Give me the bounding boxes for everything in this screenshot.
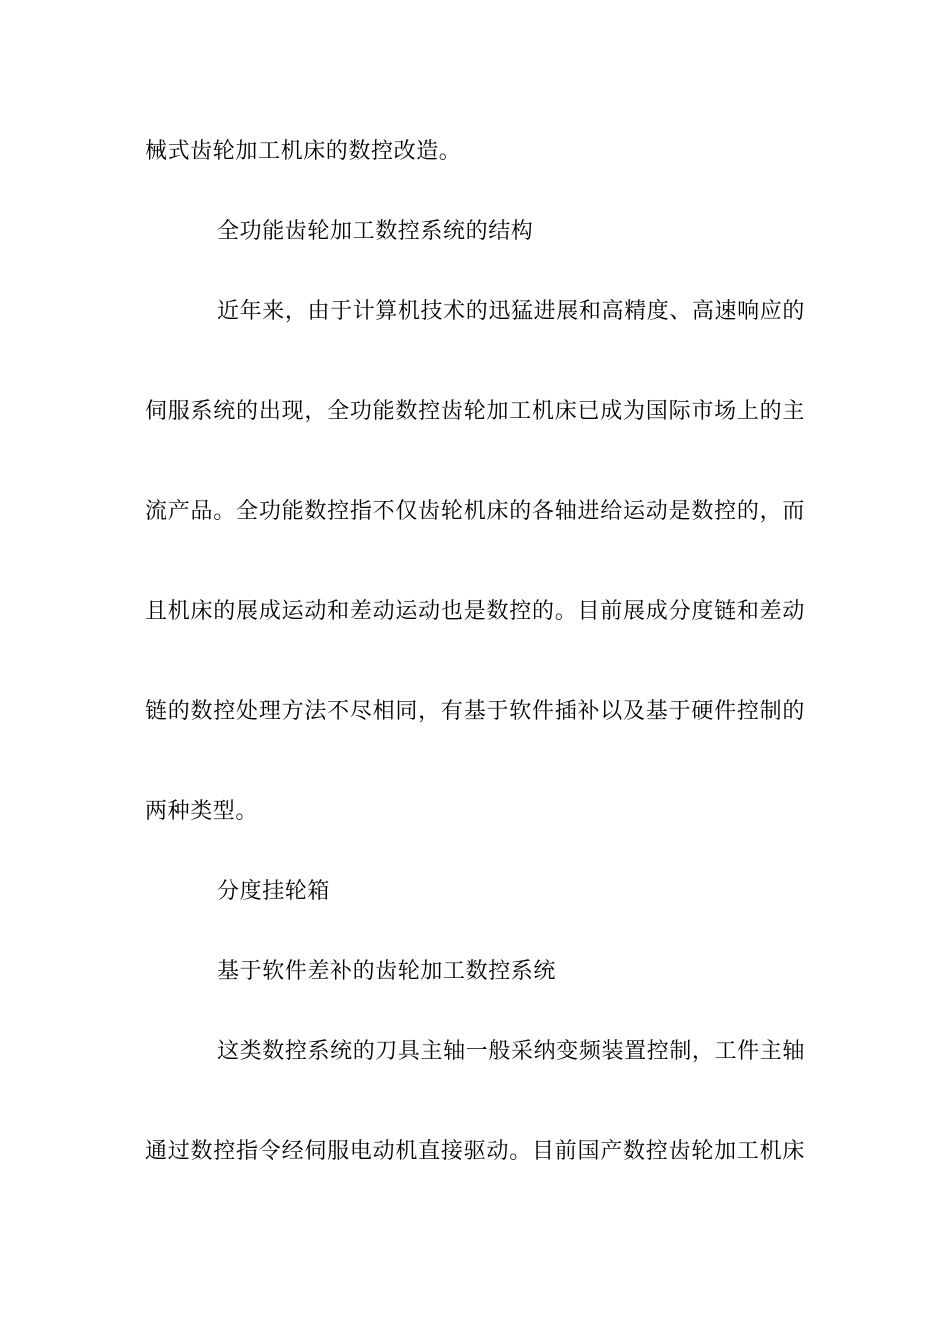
paragraph-line: 近年来，由于计算机技术的迅猛进展和高精度、高速响应的 [217, 299, 805, 324]
paragraph-line: 通过数控指令经伺服电动机直接驱动。目前国产数控齿轮加工机床 [145, 1139, 805, 1164]
section-heading: 分度挂轮箱 [217, 879, 331, 904]
paragraph-line: 伺服系统的出现，全功能数控齿轮加工机床已成为国际市场上的主 [145, 399, 805, 424]
paragraph-line: 且机床的展成运动和差动运动也是数控的。目前展成分度链和差动 [145, 599, 805, 624]
paragraph-line: 流产品。全功能数控指不仅齿轮机床的各轴进给运动是数控的，而 [145, 499, 805, 524]
paragraph-line: 械式齿轮加工机床的数控改造。 [145, 139, 462, 164]
section-heading: 全功能齿轮加工数控系统的结构 [217, 219, 534, 244]
section-heading: 基于软件差补的齿轮加工数控系统 [217, 959, 557, 984]
paragraph-line: 链的数控处理方法不尽相同，有基于软件插补以及基于硬件控制的 [145, 699, 805, 724]
paragraph-line: 两种类型。 [145, 799, 259, 824]
paragraph-line: 这类数控系统的刀具主轴一般采纳变频装置控制，工件主轴 [217, 1039, 805, 1064]
